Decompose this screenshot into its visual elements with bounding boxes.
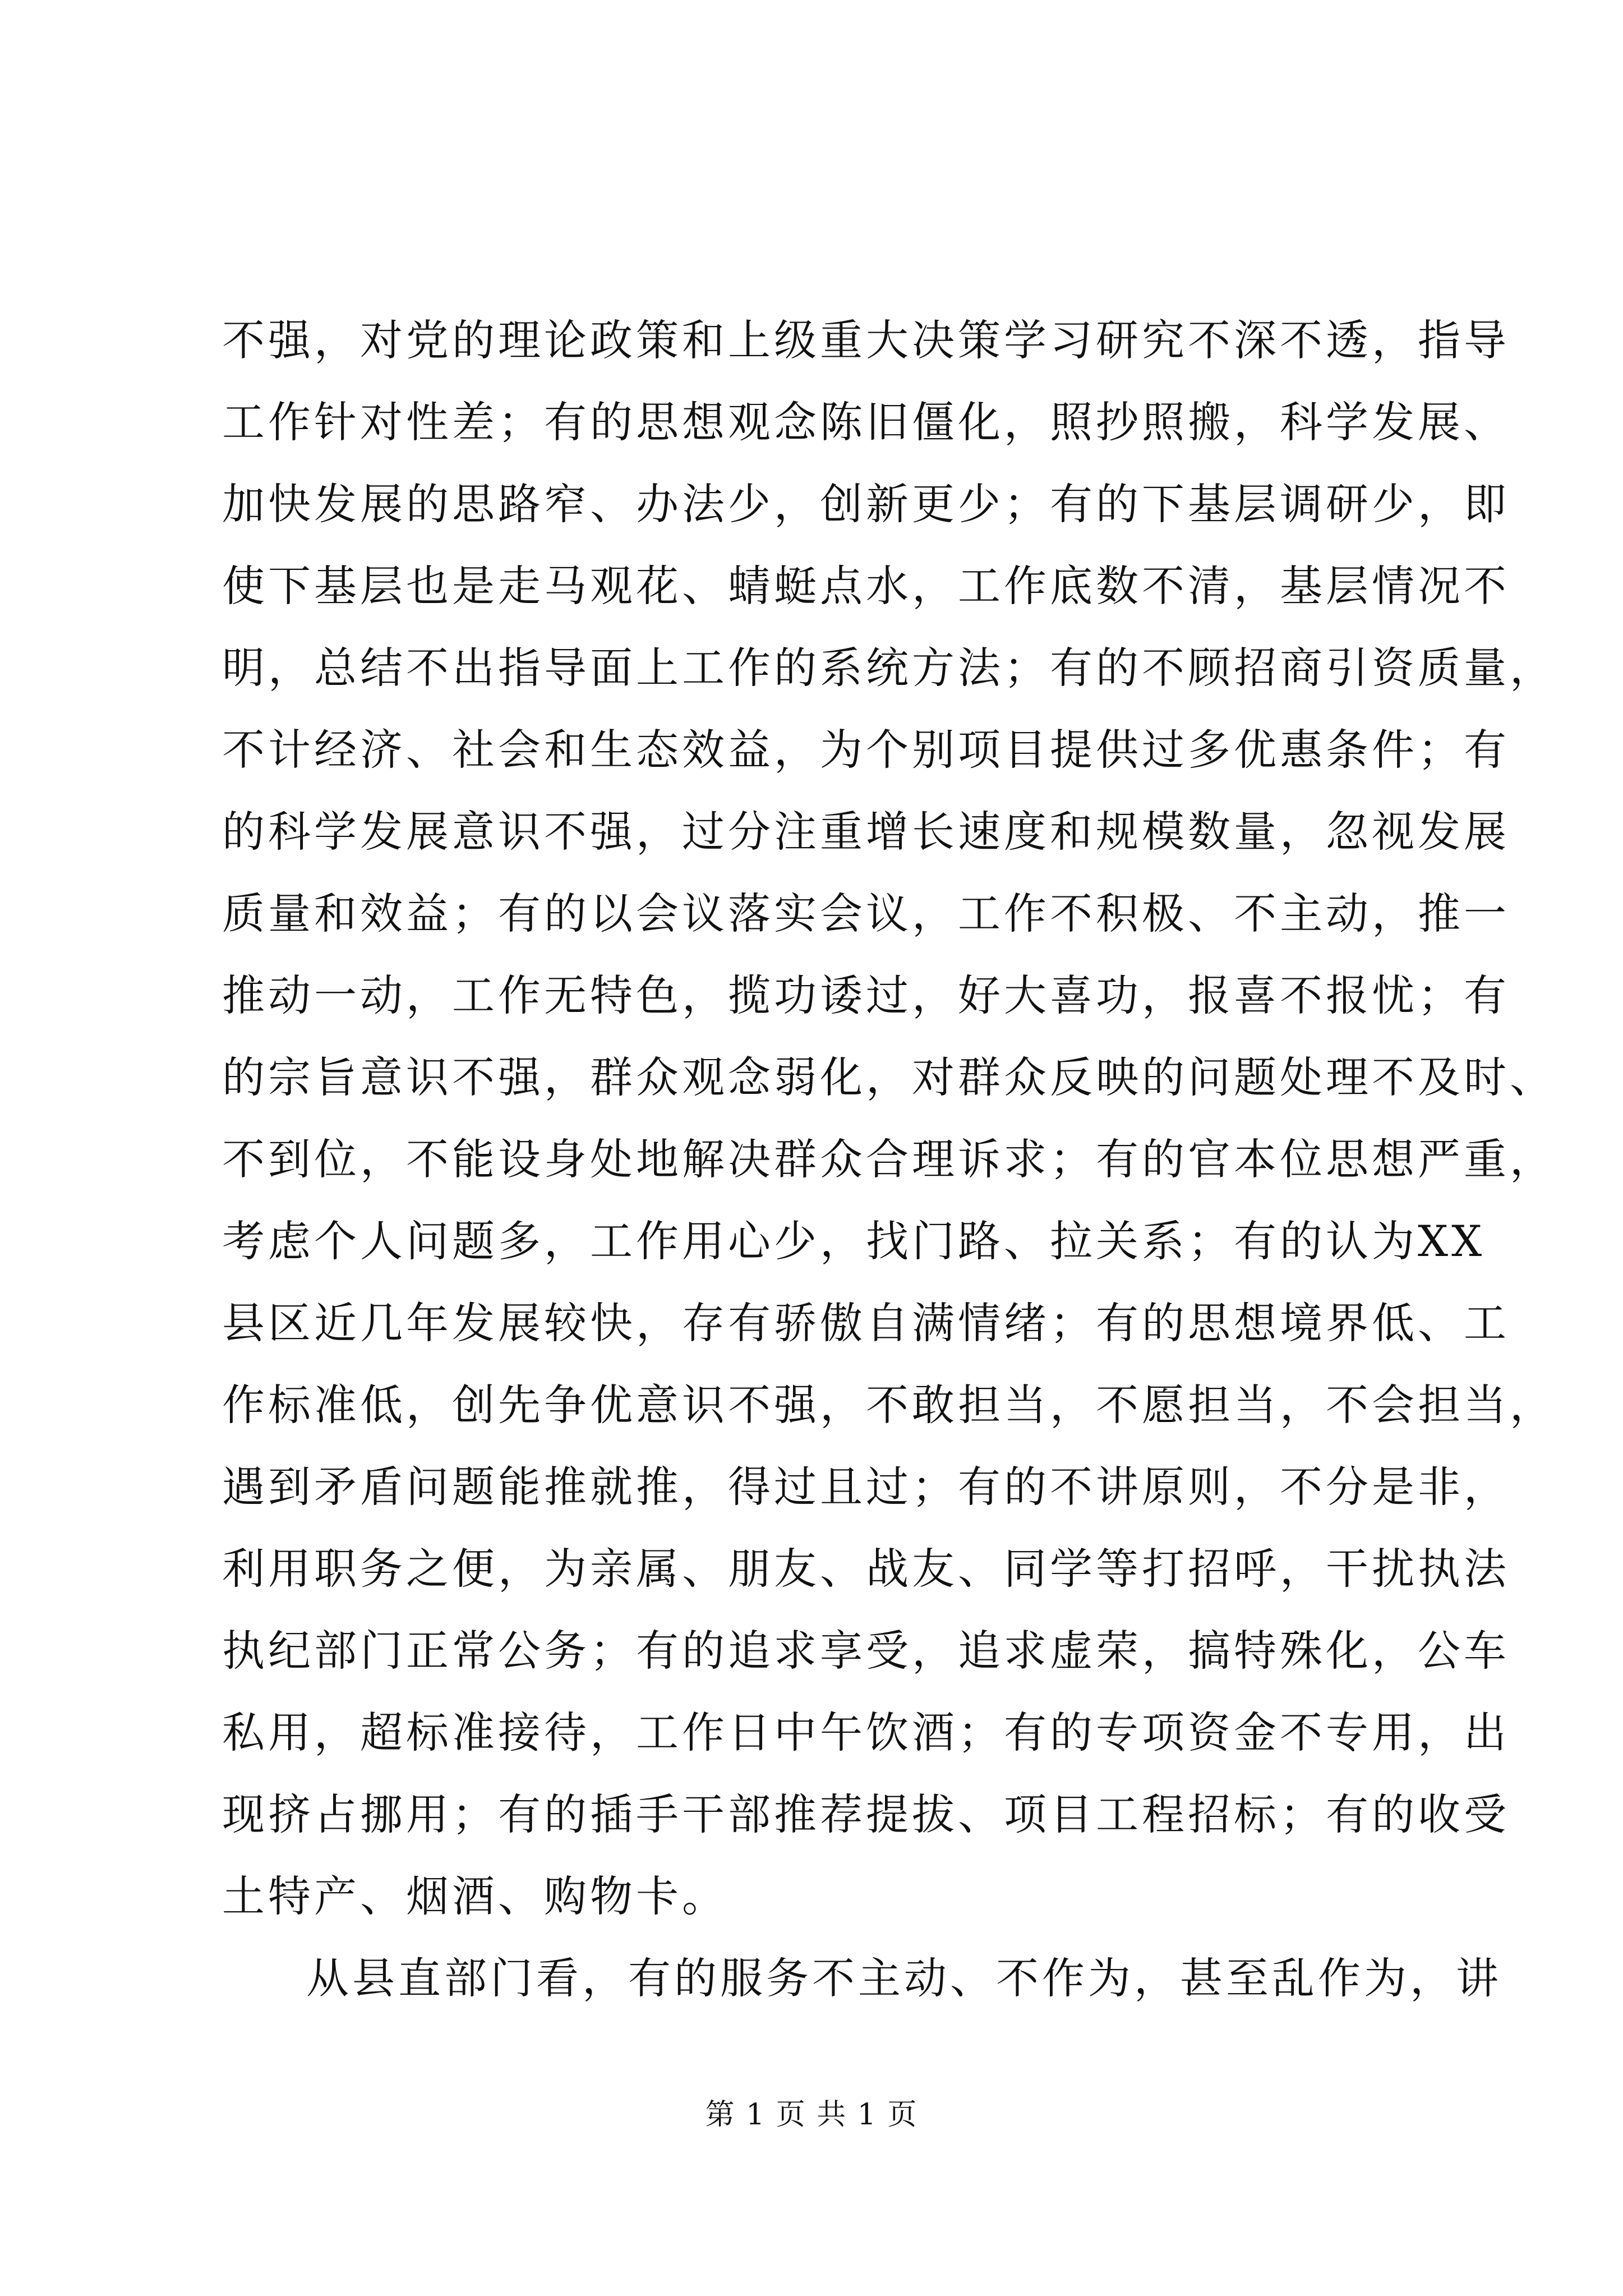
text-line: 加 快 发 展 的 思 路 窄 、 办 法 少 ， 创 新 更 少 ； 有 的 下 基 层 调 研 少 ， 即 xyxy=(222,479,1510,529)
text-line: 不 到 位 ， 不 能 设 身 处 地 解 决 群 众 合 理 诉 求 ； 有 的 官 本 位 思 想 严 重 ， xyxy=(222,1134,1556,1184)
text-line: 推 动 一 动 ， 工 作 无 特 色 ， 揽 功 诿 过 ， 好 大 喜 功 ， 报 喜 不 报 忧 ； 有 xyxy=(222,970,1510,1020)
text-line: 质 量 和 效 益 ； 有 的 以 会 议 落 实 会 议 ， 工 作 不 积 极 、 不 主 动 ， 推 一 xyxy=(222,889,1510,938)
text-line: 土特产、烟酒、购物卡。 xyxy=(222,1871,728,1921)
text-line: 县 区 近 几 年 发 展 较 快 ， 存 有 骄 傲 自 满 情 绪 ； 有 的 思 想 境 界 低 、 工 xyxy=(222,1298,1510,1348)
page-number-footer: 第 1 页 共 1 页 xyxy=(705,2098,918,2132)
text-line: 作 标 准 低 ， 创 先 争 优 意 识 不 强 ， 不 敢 担 当 ， 不 愿 担 当 ， 不 会 担 当 ， xyxy=(222,1380,1556,1430)
text-line: 工 作 针 对 性 差 ； 有 的 思 想 观 念 陈 旧 僵 化 ， 照 抄 照 搬 ， 科 学 发 展 、 xyxy=(222,397,1510,447)
text-line: 不 计 经 济 、 社 会 和 生 态 效 益 ， 为 个 别 项 目 提 供 过 多 优 惠 条 件 ； 有 xyxy=(222,725,1510,775)
text-line: 使 下 基 层 也 是 走 马 观 花 、 蜻 蜓 点 水 ， 工 作 底 数 不 清 ， 基 层 情 况 不 xyxy=(222,561,1510,611)
text-line: 的 宗 旨 意 识 不 强 ， 群 众 观 念 弱 化 ， 对 群 众 反 映 的 问 题 处 理 不 及 时 、 xyxy=(222,1052,1556,1102)
text-line: 不 强 ， 对 党 的 理 论 政 策 和 上 级 重 大 决 策 学 习 研 究 不 深 不 透 ， 指 导 xyxy=(222,315,1510,365)
paragraph-start-line: 从县直部门看，有的服务不主动、不作为，甚至乱作为，讲 xyxy=(306,1953,1502,2003)
text-line: 执 纪 部 门 正 常 公 务 ； 有 的 追 求 享 受 ， 追 求 虚 荣 ， 搞 特 殊 化 ， 公 车 xyxy=(222,1626,1510,1676)
text-line: 考 虑 个 人 问 题 多 ， 工 作 用 心 少 ， 找 门 路 、 拉 关 系 ； 有 的 认 为 X X xyxy=(222,1216,1486,1266)
text-line: 现 挤 占 挪 用 ； 有 的 插 手 干 部 推 荐 提 拔 、 项 目 工 程 招 标 ； 有 的 收 受 xyxy=(222,1789,1510,1839)
body-text xyxy=(222,300,1556,2019)
text-line: 利 用 职 务 之 便 ， 为 亲 属 、 朋 友 、 战 友 、 同 学 等 打 招 呼 ， 干 扰 执 法 xyxy=(222,1544,1510,1594)
text-line: 明 ， 总 结 不 出 指 导 面 上 工 作 的 系 统 方 法 ； 有 的 不 顾 招 商 引 资 质 量 ， xyxy=(222,643,1556,693)
text-line: 私 用 ， 超 标 准 接 待 ， 工 作 日 中 午 饮 酒 ； 有 的 专 项 资 金 不 专 用 ， 出 xyxy=(222,1708,1510,1757)
text-line: 的 科 学 发 展 意 识 不 强 ， 过 分 注 重 增 长 速 度 和 规 模 数 量 ， 忽 视 发 展 xyxy=(222,807,1510,857)
text-line: 遇 到 矛 盾 问 题 能 推 就 推 ， 得 过 且 过 ； 有 的 不 讲 原 则 ， 不 分 是 非 ， xyxy=(222,1462,1510,1512)
